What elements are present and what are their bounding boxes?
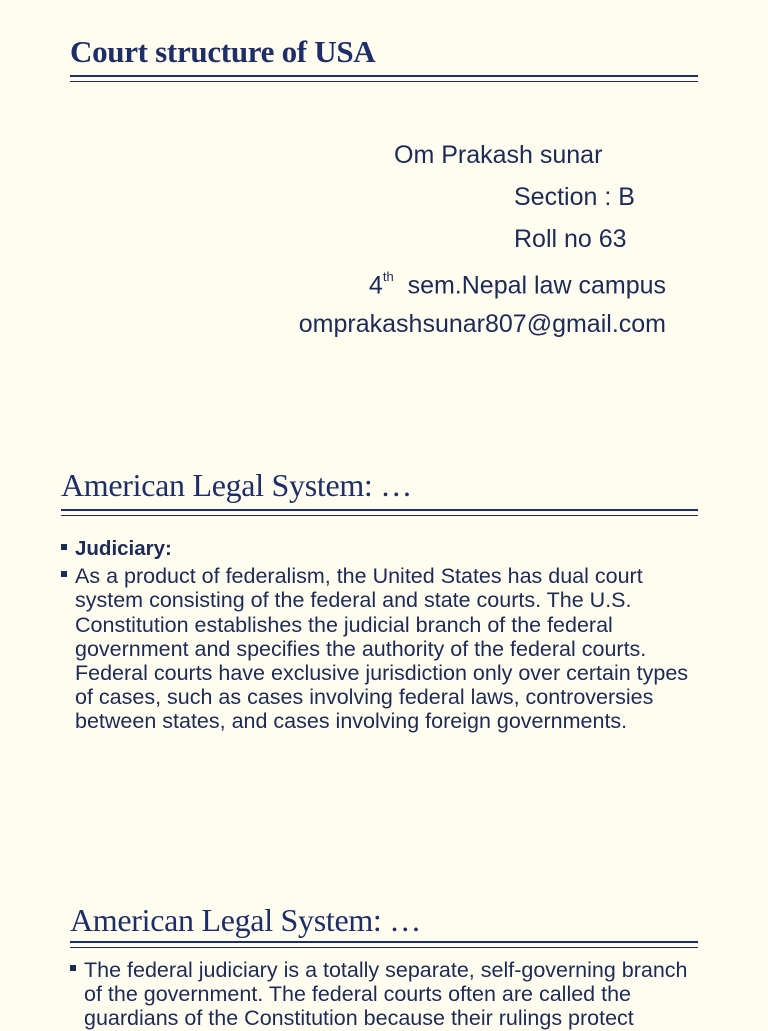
bullet-judiciary: Judiciary: — [61, 537, 693, 561]
roll-number: Roll no 63 — [514, 225, 627, 253]
bullet-list — [61, 537, 693, 734]
bullet-federal-judiciary: The federal judiciary is a totally separate, self-governing branch of the government. The federal courts often are called the guardians of the Constitution because their rulings protect — [70, 958, 704, 1031]
author-email: omprakashsunar807@gmail.com — [298, 310, 666, 338]
title-divider — [70, 75, 698, 82]
semester-suffix: th — [382, 269, 394, 284]
section-heading: American Legal System: … — [61, 467, 412, 503]
heading-divider-2 — [70, 941, 698, 948]
slide-title: Court structure of USA — [70, 34, 376, 69]
semester-campus: sem.Nepal law campus — [393, 271, 666, 300]
bullet-federalism: As a product of federalism, the United States has dual court system consisting of the federal and state courts. The U.S. Constitution establishes the judicial branch of the federal government and specifies the authority of the federal courts. Federal courts have exclusive jurisdiction only over certain types of cases, such as cases involving federal laws, controversies between states, and cases involving foreign governments. — [61, 564, 693, 733]
section-label: Section : B — [514, 183, 635, 211]
semester-line — [369, 265, 666, 300]
semester-number: 4 — [368, 271, 383, 300]
heading-divider — [61, 509, 698, 516]
author-name: Om Prakash sunar — [394, 141, 603, 169]
bullet-list-2 — [70, 958, 704, 1031]
section-heading-2: American Legal System: … — [70, 902, 421, 938]
